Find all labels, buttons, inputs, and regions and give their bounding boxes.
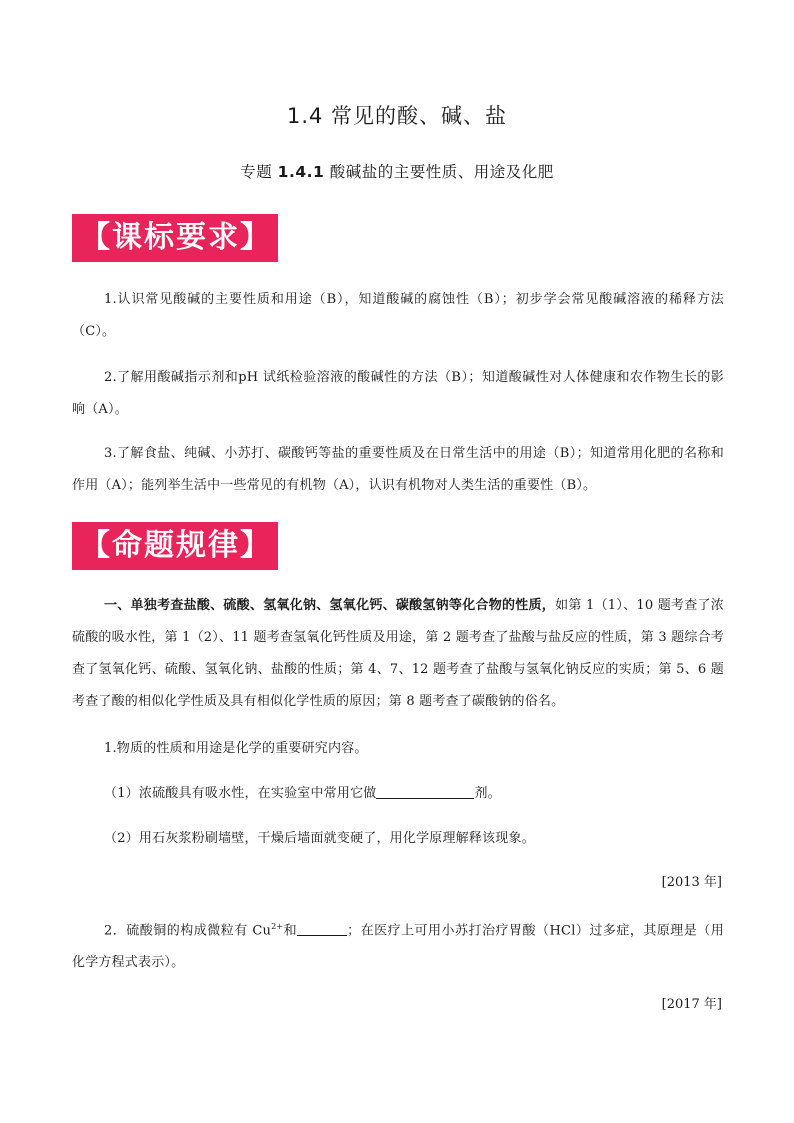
answer-blank-1[interactable]	[376, 782, 474, 799]
question-1-year: [2013 年]	[661, 875, 722, 890]
rules-banner: 【命题规律】	[72, 522, 278, 570]
requirement-item-1: 1.认识常见酸碱的主要性质和用途（B），知道酸碱的腐蚀性（B）；初步学会常见酸碱溶液的稀释方法（C）。	[72, 292, 724, 339]
subtitle-prefix: 专题	[240, 163, 278, 181]
subtitle-rest: 酸碱盐的主要性质、用途及化肥	[324, 163, 554, 181]
requirement-item-3: 3.了解食盐、纯碱、小苏打、碳酸钙等盐的重要性质及在日常生活中的用途（B）；知道常用化肥的名称和作用（A）；能列举生活中一些常见的有机物（A），认识有机物对人类生活的重要性（B）。	[72, 446, 724, 493]
rule-lead: 一、单独考查盐酸、硫酸、氢氧化钠、氢氧化钙、碳酸氢钠等化合物的性质，	[104, 598, 556, 613]
answer-blank-2[interactable]	[297, 919, 347, 936]
subtitle-code: 1.4.1	[277, 163, 325, 181]
q2-after: ；在医疗上可用小苏打治疗胃酸（HCl）过多症，其原理是（用化学方程式表示）。	[72, 923, 724, 971]
question-1-stem: 1.物质的性质和用途是化学的重要研究内容。	[104, 741, 368, 756]
rule-paragraph	[72, 590, 724, 718]
q1-part1-before: （1）浓硫酸具有吸水性，在实验室中常用它做	[104, 786, 377, 801]
question-1-part-2: （2）用石灰浆粉刷墙壁，干燥后墙面就变硬了，用化学原理解释该现象。	[104, 831, 535, 846]
page-title: 1.4 常见的酸、碱、盐	[286, 104, 508, 128]
q2-mid: 和	[283, 923, 298, 939]
requirement-item-2: 2.了解用酸碱指示剂和pH 试纸检验溶液的酸碱性的方法（B）；知道酸碱性对人体健康和农作物生长的影响（A）。	[72, 370, 724, 417]
rule-text: 如第 1（1）、10 题考查了浓硫酸的吸水性，第 1（2）、11 题考查氢氧化钙性质及用途，第 2 题考查了盐酸与盐反应的性质，第 3 题综合考查了氢氧化钙、硫酸、氢氧化钠、盐酸的性质；第 4、7、12 题考查了盐酸与氢氧化钠反应的实质；第 5、6 题考查了酸的相似化学性质及具有相似化学性质的原因；第 8 题考查了碳酸钠的俗名。	[72, 598, 724, 709]
page-subtitle	[0, 160, 794, 182]
question-1-part-1	[72, 778, 724, 810]
q2-before: 2．硫酸铜的构成微粒有 Cu	[104, 923, 272, 939]
q2-charge: 2+	[271, 922, 284, 931]
q1-part1-after: 剂。	[474, 786, 501, 801]
question-2	[72, 911, 724, 979]
question-2-year: [2017 年]	[661, 997, 722, 1012]
requirements-banner: 【课标要求】	[72, 214, 278, 262]
